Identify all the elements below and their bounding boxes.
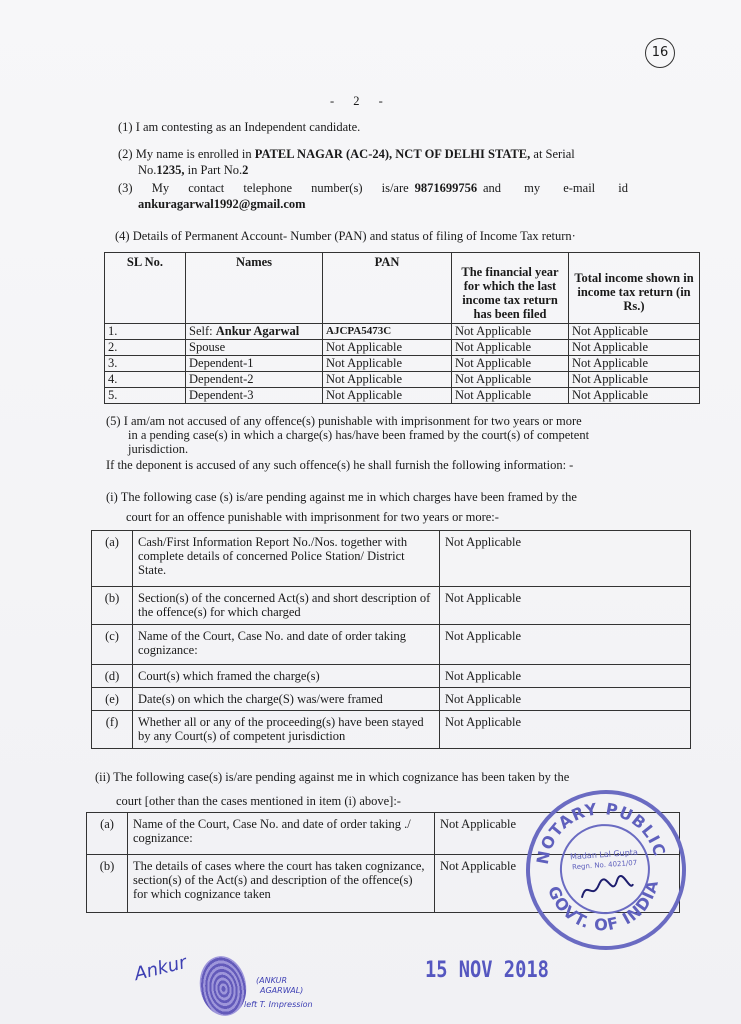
header-pan: PAN bbox=[323, 253, 452, 324]
date-stamp: 15 NOV 2018 bbox=[425, 958, 549, 983]
table-row: 1. Self: Ankur Agarwal AJCPA5473C Not Applicable Not Applicable bbox=[105, 324, 700, 340]
sub-item-i-line2: court for an offence punishable with imprisonment for two years or more:- bbox=[126, 510, 499, 524]
item-5-line1: (5) I am/am not accused of any offence(s) punishable with imprisonment for two years or more bbox=[106, 414, 582, 428]
pan-table bbox=[104, 252, 700, 404]
table-row: 2. Spouse Not Applicable Not Applicable Not Applicable bbox=[105, 340, 700, 356]
item-1: (1) I am contesting as an Independent candidate. bbox=[118, 120, 361, 134]
table-row: (c) Name of the Court, Case No. and date of order taking cognizance: Not Applicable bbox=[92, 625, 691, 665]
table-row: (b) Section(s) of the concerned Act(s) and short description of the offence(s) for which charged Not Applicable bbox=[92, 587, 691, 625]
notary-name: Madan Lal Gupta bbox=[569, 847, 639, 862]
sub-item-ii-line1: (ii) The following case(s) is/are pending against me in which cognizance has been taken by the bbox=[95, 770, 570, 784]
deponent-note: If the deponent is accused of any such offence(s) he shall furnish the following information: - bbox=[106, 458, 574, 472]
sub-item-i-line1: (i) The following case (s) is/are pending against me in which charges have been framed by the bbox=[106, 490, 577, 504]
notary-regn: Regn. No. 4021/07 bbox=[571, 858, 638, 872]
page-circle-number: 16 bbox=[645, 38, 675, 68]
notary-stamp bbox=[521, 785, 692, 956]
case-table-charges bbox=[91, 530, 691, 749]
table-row: (a) Name of the Court, Case No. and date of order taking ./ cognizance: Not Applicable bbox=[87, 813, 680, 855]
table-row: 3. Dependent-1 Not Applicable Not Applicable Not Applicable bbox=[105, 356, 700, 372]
item-3: (3) My contact telephone number(s) is/are 9871699756 and my e-mail id bbox=[118, 181, 628, 195]
item-4: (4) Details of Permanent Account- Number (PAN) and status of filing of Income Tax return· bbox=[115, 229, 576, 243]
header-total-income: Total income shown in income tax return (in Rs.) bbox=[569, 253, 700, 324]
notary-signature-scribble bbox=[576, 874, 638, 904]
header-sl: SL No. bbox=[105, 253, 186, 324]
table-row: 5. Dependent-3 Not Applicable Not Applicable Not Applicable bbox=[105, 388, 700, 404]
stamp-bottom-text: GOVT. OF INDIA bbox=[544, 877, 663, 935]
header-names: Names bbox=[186, 253, 323, 324]
sub-item-ii-line2: court [other than the cases mentioned in item (i) above]:- bbox=[116, 794, 401, 808]
handwritten-signature: Ankur bbox=[132, 951, 189, 986]
item-2-line2: No.1235, in Part No.2 bbox=[138, 163, 249, 177]
table-row: 4. Dependent-2 Not Applicable Not Applicable Not Applicable bbox=[105, 372, 700, 388]
table-row: (a) Cash/First Information Report No./Nos. together with complete details of concerned Police Station/ District State. Not Applicable bbox=[92, 531, 691, 587]
table-row: (b) The details of cases where the court has taken cognizance, section(s) of the Act(s) and description of the offence(s) for which cognizance taken Not Applicable bbox=[87, 855, 680, 913]
item-2: (2) My name is enrolled in PATEL NAGAR (AC-24), NCT OF DELHI STATE, at Serial bbox=[118, 147, 575, 161]
page-number: - 2 - bbox=[330, 94, 391, 108]
handwritten-note: (ANKUR AGARWAL) left T. Impression bbox=[244, 976, 313, 1009]
table-row: (d) Court(s) which framed the charge(s) Not Applicable bbox=[92, 665, 691, 688]
header-financial-year: The financial year for which the last income tax return has been filed bbox=[452, 253, 569, 324]
table-row: (e) Date(s) on which the charge(S) was/were framed Not Applicable bbox=[92, 688, 691, 711]
email-address: ankuragarwal1992@gmail.com bbox=[138, 197, 306, 211]
stamp-top-text: NOTARY PUBLIC bbox=[532, 799, 670, 866]
left-thumb-impression bbox=[195, 952, 251, 1019]
item-5-line2: in a pending case(s) in which a charge(s) has/have been framed by the court(s) of competent bbox=[128, 428, 590, 442]
pan-table-header bbox=[105, 253, 700, 324]
item-5-line3: jurisdiction. bbox=[128, 442, 189, 456]
table-row: (f) Whether all or any of the proceeding(s) have been stayed by any Court(s) of competent jurisdiction Not Applicable bbox=[92, 711, 691, 749]
